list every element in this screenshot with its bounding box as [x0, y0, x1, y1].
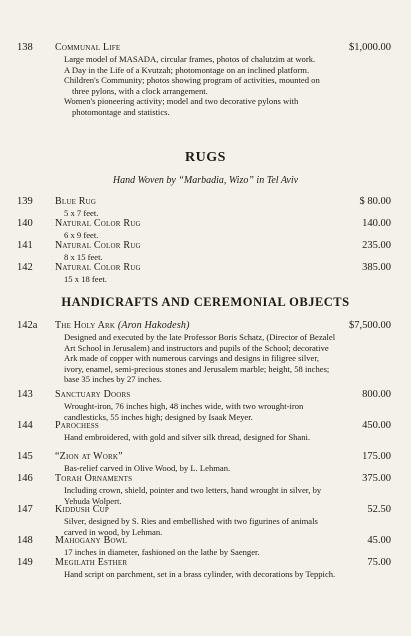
- entry-number: 149: [17, 557, 33, 568]
- entry-description: Hand script on parchment, set in a brass cylinder, with decorations by Teppich.: [64, 569, 336, 579]
- entry-title: Kiddush Cup: [55, 504, 109, 515]
- entry-number: 141: [17, 240, 33, 251]
- description-line: Large model of MASADA, circular frames, photos of chalutzim at work.: [64, 54, 316, 64]
- entry-price: 375.00: [362, 473, 391, 484]
- entry-title: [55, 320, 190, 332]
- entry-number: 142: [17, 262, 33, 273]
- entry-price: 450.00: [362, 420, 391, 431]
- entry-title: Sanctuary Doors: [55, 389, 131, 400]
- entry-number: 146: [17, 473, 33, 484]
- entry-number: 138: [17, 42, 33, 53]
- entry-title: “Zion at Work”: [55, 451, 123, 462]
- entry-description: [64, 54, 336, 118]
- entry-price: 140.00: [362, 218, 391, 229]
- description-line: Children's Community; photos showing program of activities, mounted on three pylons, with a clock arrangement.: [64, 75, 320, 96]
- entry-description: Including crown, shield, pointer and two letters, hand wrought in silver, by Yehuda Wolpert.: [64, 485, 322, 506]
- section-heading-rugs: RUGS: [185, 150, 226, 165]
- entry-price: 52.50: [367, 504, 391, 515]
- entry-number: 139: [17, 196, 33, 207]
- entry-title: Natural Color Rug: [55, 262, 141, 273]
- entry-price: 385.00: [362, 262, 391, 273]
- entry-number: 142a: [17, 320, 38, 331]
- entry-title: Megilath Esther: [55, 557, 128, 568]
- entry-price: 75.00: [367, 557, 391, 568]
- entry-description: Bas-relief carved in Olive Wood, by L. Lehman.: [64, 463, 231, 473]
- entry-size: 6 x 9 feet.: [64, 230, 99, 240]
- entry-number: 140: [17, 218, 33, 229]
- entry-price: 175.00: [362, 451, 391, 462]
- entry-title-extra: (Aron Hakodesh): [115, 320, 190, 331]
- entry-title: Natural Color Rug: [55, 240, 141, 251]
- entry-title: Communal Life: [55, 42, 121, 53]
- entry-price: 45.00: [367, 535, 391, 546]
- description-line: A Day in the Life of a Kvutzah; photomontage on an inclined platform.: [64, 64, 310, 75]
- description-line: Women's pioneering activity; model and two decorative pylons with photomontage and statistics.: [64, 96, 299, 117]
- entry-title: Parochess: [55, 420, 99, 431]
- entry-price: $7,500.00: [349, 320, 391, 331]
- entry-description: Hand embroidered, with gold and silver silk thread, designed for Shani.: [64, 432, 311, 442]
- entry-description: Silver, designed by S. Ries and embellished with two figurines of animals carved in wood, by Lehman.: [64, 516, 318, 537]
- entry-number: 145: [17, 451, 33, 462]
- entry-number: 147: [17, 504, 33, 515]
- entry-title: Mahogany Bowl: [55, 535, 127, 546]
- entry-title: Torah Ornaments: [55, 473, 133, 484]
- entry-title: Blue Rug: [55, 196, 97, 207]
- section-heading-handicrafts: HANDICRAFTS AND CEREMONIAL OBJECTS: [61, 295, 350, 309]
- entry-size: 5 x 7 feet.: [64, 208, 99, 218]
- entry-size: 8 x 15 feet.: [64, 252, 103, 262]
- entry-description: Wrought-iron, 76 inches high, 48 inches wide, with two wrought-iron candlesticks, 55 inches high; designed by Isaak Meyer.: [64, 401, 304, 422]
- entry-description: 17 inches in diameter, fashioned on the lathe by Saenger.: [64, 547, 260, 557]
- section-subheading-rugs: Hand Woven by “Marbadia, Wizo” in Tel Aviv: [112, 175, 299, 186]
- entry-description: Designed and executed by the late Professor Boris Schatz, (Director of Bezalel Art School in Jerusalem) and instructors and pupils of the School; decorative Ark made of copper with numerous carvings and designs in filigree silver, ivory, enamel, semi-precious stones and Jerusalem marble; height, 58 inches; base 35 inches by 27 inches.: [64, 332, 336, 385]
- entry-price: $ 80.00: [359, 196, 391, 207]
- entry-size: 15 x 18 feet.: [64, 274, 107, 284]
- entry-title: Natural Color Rug: [55, 218, 141, 229]
- entry-number: 148: [17, 535, 33, 546]
- entry-price: $1,000.00: [349, 42, 391, 53]
- entry-number: 143: [17, 389, 33, 400]
- entry-number: 144: [17, 420, 33, 431]
- entry-price: 235.00: [362, 240, 391, 251]
- entry-title-text: The Holy Ark: [55, 320, 116, 331]
- entry-price: 800.00: [362, 389, 391, 400]
